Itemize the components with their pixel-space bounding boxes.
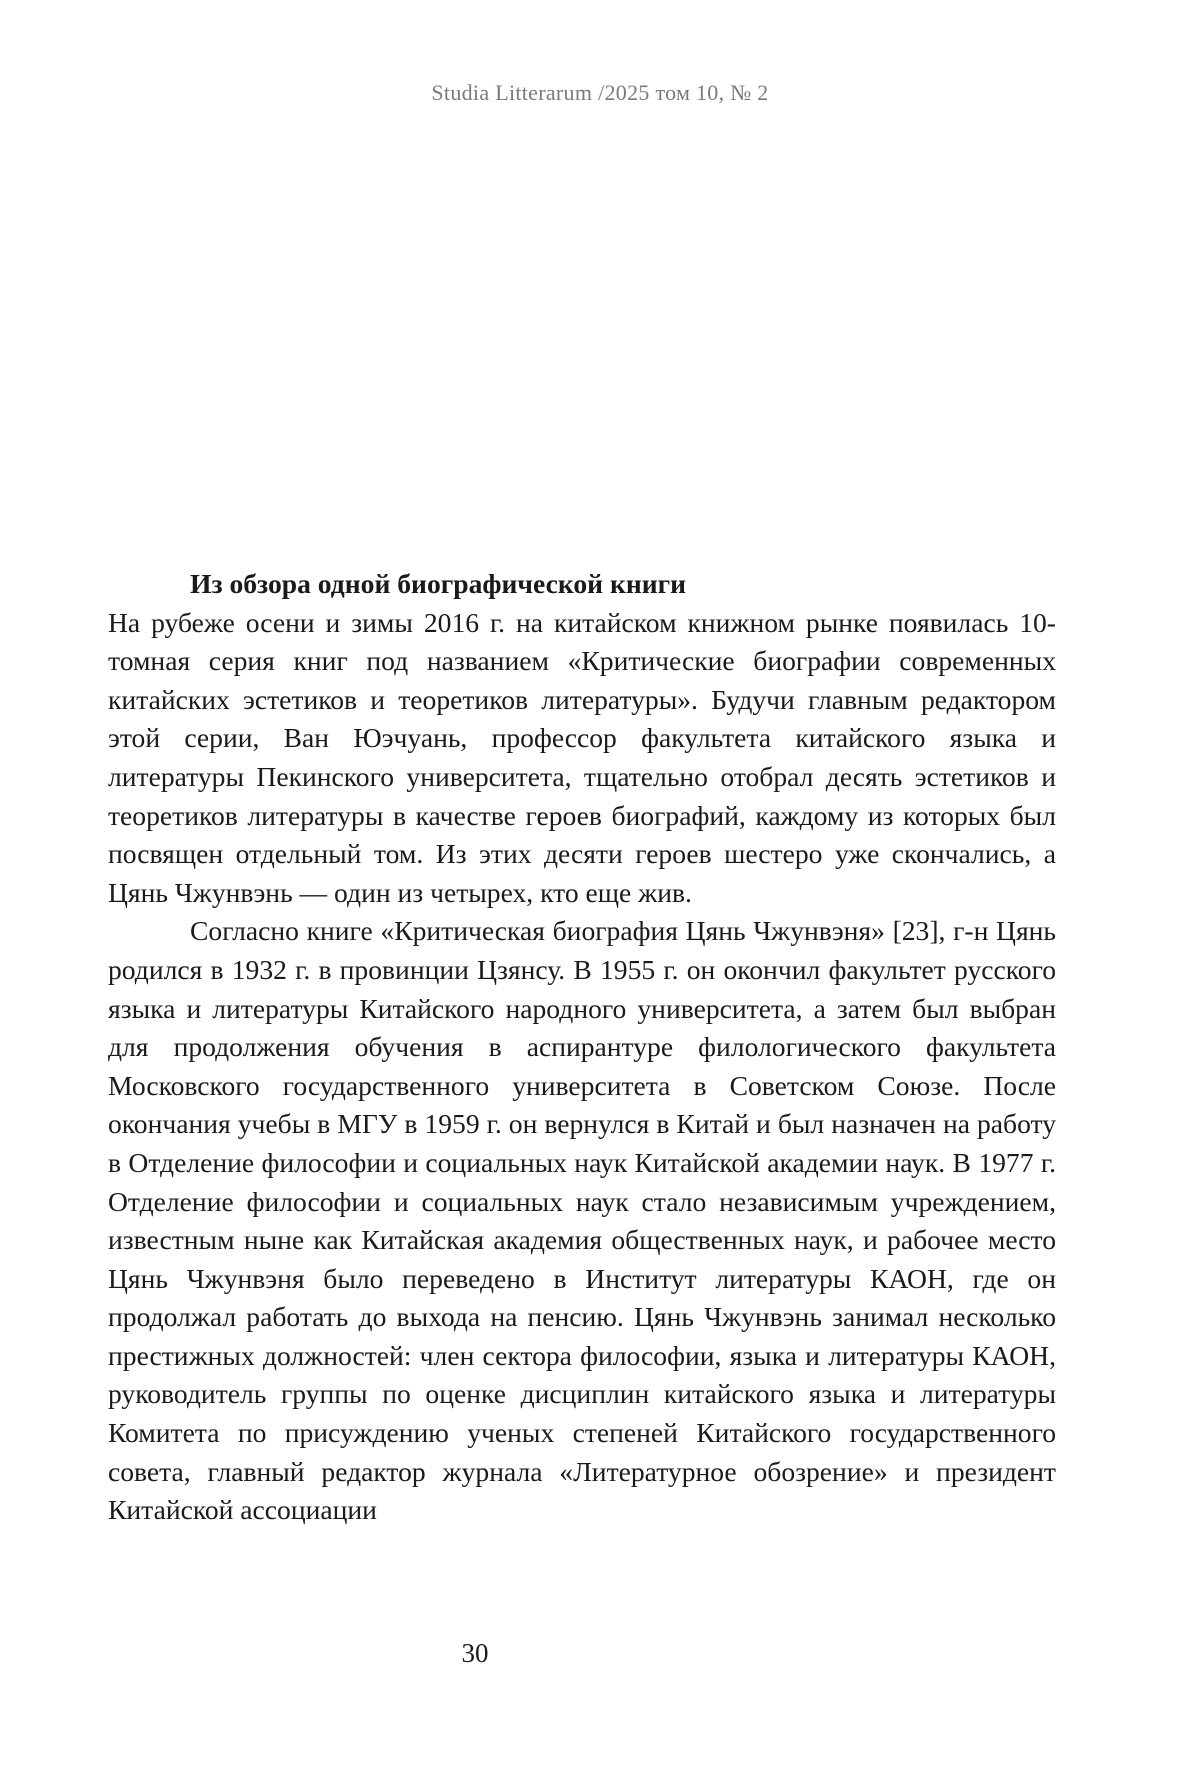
- article-body: [108, 565, 1056, 1530]
- running-header: Studia Litterarum /2025 том 10, № 2: [431, 80, 769, 105]
- paragraph-1: На рубеже осени и зимы 2016 г. на китайском книжном рынке появилась 10-томная серия книг под названием «Критические биографии современных китайских эстетиков и теоретиков литературы». Будучи главным редактором этой серии, Ван Юэчуань, профессор факультета китайского языка и литературы Пекинского университета, тщательно отобрал десять эстетиков и теоретиков литературы в качестве героев биографий, каждому из которых был посвящен отдельный том. Из этих десяти героев шестеро уже скончались, а Цянь Чжунвэнь — один из четырех, кто еще жив.: [108, 606, 1056, 908]
- section-title: Из обзора одной биографической книги: [190, 568, 687, 599]
- paragraph-2: Согласно книге «Критическая биография Цянь Чжунвэня» [23], г-н Цянь родился в 1932 г. в провинции Цзянсу. В 1955 г. он окончил факультет русского языка и литературы Китайского народного университета, а затем был выбран для продолжения обучения в аспирантуре филологического факультета Московского государственного университета в Советском Союзе. После окончания учебы в МГУ в 1959 г. он вернулся в Китай и был назначен на работу в Отделение философии и социальных наук Китайской академии наук. В 1977 г. Отделение философии и социальных наук стало независимым учреждением, известным ныне как Китайская академия общественных наук, и рабочее место Цянь Чжунвэня было переведено в Институт литературы КАОН, где он продолжал работать до выхода на пенсию. Цянь Чжунвэнь занимал несколько престижных должностей: член сектора философии, языка и литературы КАОН, руководитель группы по оценке дисциплин китайского языка и литературы Комитета по присуждению ученых степеней Китайского государственного совета, главный редактор журнала «Литературное обозрение» и президент Китайской ассоциации: [108, 915, 1056, 1526]
- page-number: 30: [461, 1638, 489, 1668]
